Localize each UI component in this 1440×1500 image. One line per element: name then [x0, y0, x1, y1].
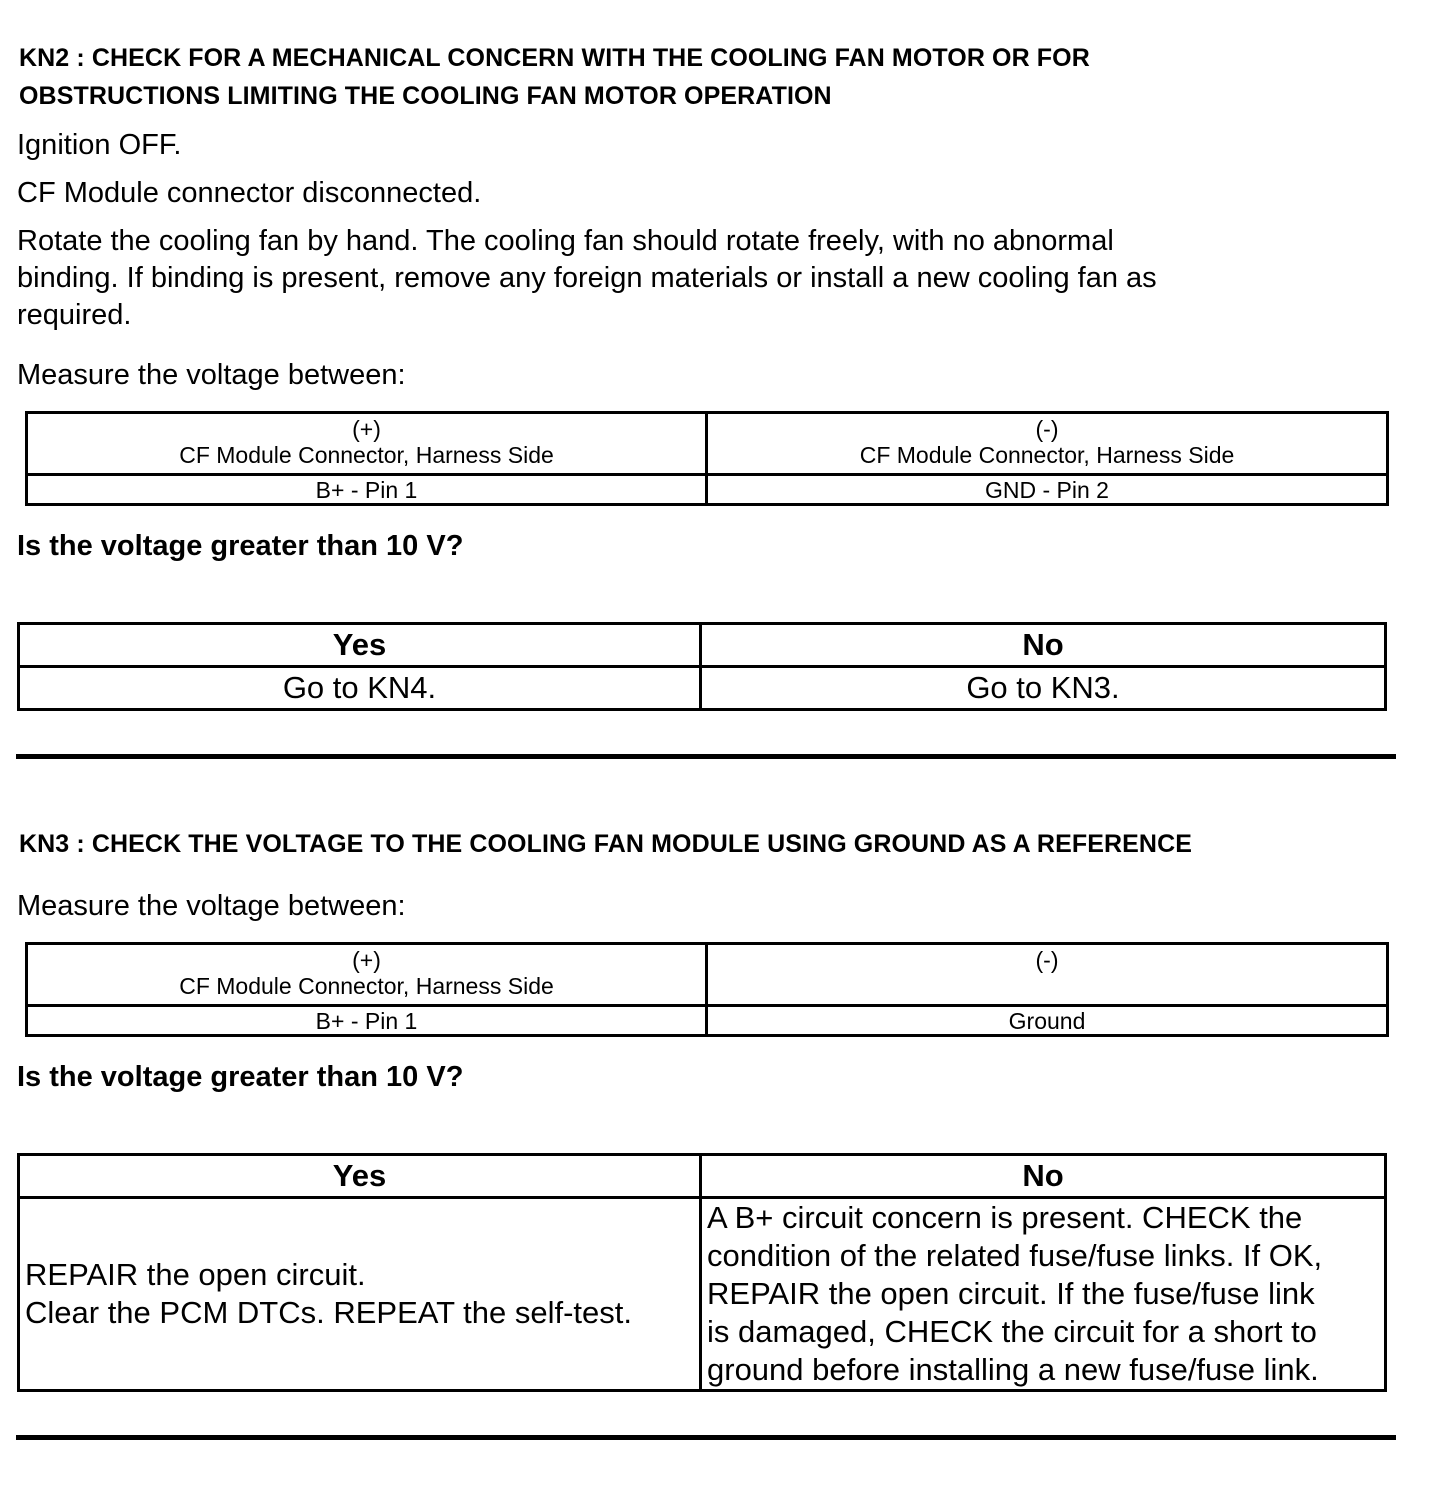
- kn2-step-ignition: Ignition OFF.: [17, 129, 182, 161]
- kn3-no-line-4: is damaged, CHECK the circuit for a short to: [707, 1314, 1317, 1349]
- kn2-step-connector: CF Module connector disconnected.: [17, 177, 482, 209]
- kn2-measure-label: Measure the voltage between:: [17, 359, 406, 391]
- kn2-step-rotate-line-1: Rotate the cooling fan by hand. The cooling fan should rotate freely, with no abnormal: [17, 225, 1114, 257]
- kn3-question: Is the voltage greater than 10 V?: [17, 1061, 464, 1093]
- table-header-row: [27, 413, 1388, 475]
- kn2-yes-header: Yes: [19, 624, 701, 667]
- kn3-no-line-2: condition of the related fuse/fuse links. If OK,: [707, 1238, 1323, 1273]
- positive-description: CF Module Connector, Harness Side: [179, 973, 554, 999]
- kn2-negative-header: [707, 413, 1388, 475]
- kn3-yes-action: [19, 1198, 701, 1391]
- kn2-negative-value: GND - Pin 2: [707, 475, 1388, 505]
- kn2-positive-value: B+ - Pin 1: [27, 475, 707, 505]
- kn3-yes-line-2: Clear the PCM DTCs. REPEAT the self-test.: [25, 1295, 632, 1330]
- positive-sign: (+): [352, 416, 381, 442]
- kn3-no-action: [701, 1198, 1386, 1391]
- kn2-no-action: Go to KN3.: [701, 667, 1386, 710]
- kn2-title: [19, 39, 1090, 115]
- table-row: [27, 1006, 1388, 1036]
- negative-sign: (-): [1035, 947, 1059, 973]
- kn3-no-line-3: REPAIR the open circuit. If the fuse/fuse link: [707, 1276, 1315, 1311]
- kn3-title: KN3 : CHECK THE VOLTAGE TO THE COOLING FAN MODULE USING GROUND AS A REFERENCE: [19, 830, 1193, 858]
- kn3-negative-value: Ground: [707, 1006, 1388, 1036]
- kn3-positive-header: [27, 944, 707, 1006]
- kn2-positive-header: [27, 413, 707, 475]
- negative-description: CF Module Connector, Harness Side: [859, 442, 1235, 468]
- kn2-step-rotate-line-2: binding. If binding is present, remove any foreign materials or install a new cooling fan as: [17, 262, 1157, 294]
- positive-description: CF Module Connector, Harness Side: [179, 442, 554, 468]
- table-row: [19, 667, 1386, 710]
- kn3-positive-value: B+ - Pin 1: [27, 1006, 707, 1036]
- table-header-row: [19, 1155, 1386, 1198]
- kn2-title-line-1: KN2 : CHECK FOR A MECHANICAL CONCERN WITH THE COOLING FAN MOTOR OR FOR: [19, 44, 1090, 72]
- positive-sign: (+): [352, 947, 381, 973]
- kn3-answer-table: [17, 1153, 1387, 1392]
- kn2-answer-table: [17, 622, 1387, 711]
- kn2-no-header: No: [701, 624, 1386, 667]
- kn3-no-line-1: A B+ circuit concern is present. CHECK the: [707, 1200, 1303, 1235]
- negative-sign: (-): [1035, 416, 1059, 442]
- kn3-yes-line-1: REPAIR the open circuit.: [25, 1257, 366, 1292]
- kn2-measure-table: [25, 411, 1389, 506]
- table-header-row: [19, 624, 1386, 667]
- kn3-measure-table: [25, 942, 1389, 1037]
- kn2-question: Is the voltage greater than 10 V?: [17, 530, 464, 562]
- kn2-step-rotate: [17, 223, 1157, 334]
- kn2-step-rotate-line-3: required.: [17, 299, 132, 331]
- section-divider: [16, 754, 1396, 759]
- kn3-negative-header: [707, 944, 1388, 1006]
- table-header-row: [27, 944, 1388, 1006]
- table-row: [19, 1198, 1386, 1391]
- kn3-no-header: No: [701, 1155, 1386, 1198]
- section-divider: [16, 1435, 1396, 1440]
- kn3-yes-header: Yes: [19, 1155, 701, 1198]
- kn3-measure-label: Measure the voltage between:: [17, 890, 406, 922]
- kn2-yes-action: Go to KN4.: [19, 667, 701, 710]
- kn2-title-line-2: OBSTRUCTIONS LIMITING THE COOLING FAN MOTOR OPERATION: [19, 82, 832, 110]
- table-row: [27, 475, 1388, 505]
- kn3-no-line-5: ground before installing a new fuse/fuse link.: [707, 1352, 1319, 1387]
